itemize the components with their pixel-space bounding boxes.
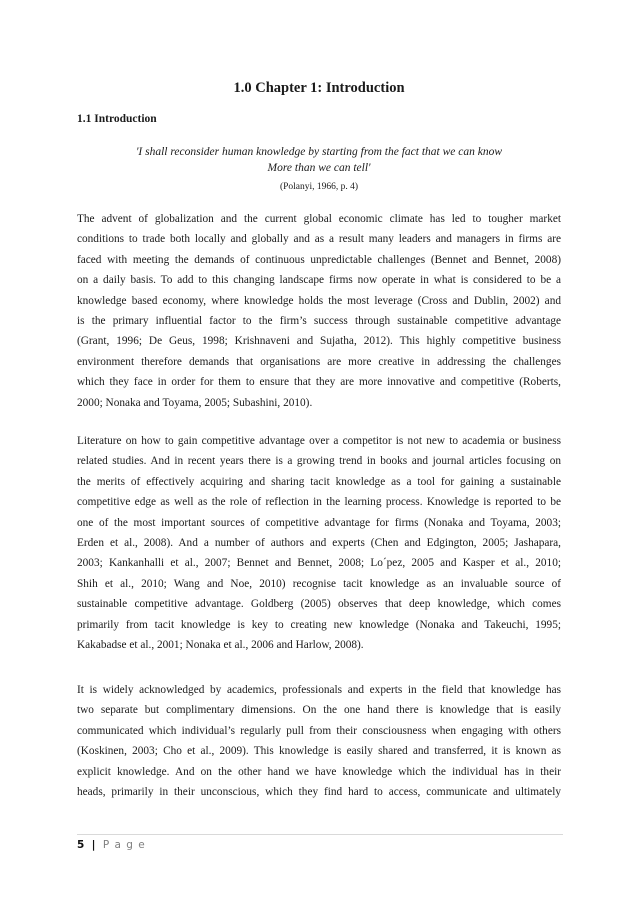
page-number: 5 [77, 839, 86, 851]
text-line: conditions to trade both locally and globally and as a result many leaders and managers in firms are [77, 233, 561, 246]
epigraph [60, 144, 578, 176]
paragraph-1 [77, 209, 561, 413]
epigraph-line-2: More than we can tell' [267, 162, 371, 174]
text-line: 2000; Nonaka and Toyama, 2005; Subashini, 2010). [77, 396, 313, 409]
text-line: is the primary influential factor to the firm’s success through sustainable competitive advantage [77, 315, 561, 328]
footer-divider [77, 834, 563, 835]
text-line: competitive edge as well as the role of reflection in the learning process. Knowledge is reported to be [77, 496, 561, 509]
text-line: sustainable competitive advantage. Goldberg (2005) observes that deep knowledge, which comes [77, 598, 561, 611]
page-label: P a g e [102, 839, 146, 851]
text-line: Literature on how to gain competitive advantage over a competitor is not new to academia or business [77, 435, 561, 447]
paragraph-2 [77, 431, 561, 655]
text-line: (Koskinen, 2003; Cho et al., 2009). This knowledge is easily shared and transferred, it is known as [77, 745, 561, 758]
text-line: It is widely acknowledged by academics, professionals and experts in the field that knowledge has [77, 684, 561, 696]
text-line: Shih et al., 2010; Wang and Noe, 2010) recognise tacit knowledge as an invaluable source of [77, 577, 561, 590]
text-line: Kakabadse et al., 2001; Nonaka et al., 2006 and Harlow, 2008). [77, 639, 364, 652]
text-line: faced with meeting the demands of continuous unpredictable challenges (Bennet and Bennet, 2008) [77, 253, 561, 266]
section-heading: 1.1 Introduction [77, 113, 157, 125]
text-line: the merits of effectively acquiring and sharing tacit knowledge as a tool for gaining a sustainable [77, 475, 561, 488]
text-line: two separate but complimentary dimensions. On the one hand there is knowledge that is easily [77, 704, 561, 717]
epigraph-citation: (Polanyi, 1966, p. 4) [279, 182, 359, 192]
paragraph-3 [77, 680, 561, 802]
text-line: (Grant, 1996; De Geus, 1998; Krishnaveni and Sujatha, 2012). This highly competitive business [77, 335, 561, 348]
text-line: heads, primarily in their unconscious, which they find hard to access, communicate and ultimately [77, 786, 561, 799]
text-line: explicit knowledge. And on the other hand we have knowledge which the individual has in their [77, 765, 561, 778]
page-footer [77, 839, 146, 851]
chapter-title: 1.0 Chapter 1: Introduction [233, 80, 405, 96]
text-line: 2003; Kankanhalli et al., 2007; Bennet and Bennet, 2008; Lo´pez, 2005 and Kasper et al., 2010; [77, 557, 561, 570]
text-line: primarily from tacit knowledge is key to creating new knowledge (Nonaka and Takeuchi, 1995; [77, 618, 561, 631]
text-line: The advent of globalization and the current global economic climate has led to tougher market [77, 213, 561, 225]
text-line: one of the most important sources of competitive advantage for firms (Nonaka and Toyama, 2003; [77, 516, 561, 529]
epigraph-line-1: 'I shall reconsider human knowledge by starting from the fact that we can know [135, 146, 503, 158]
text-line: which they face in order for them to ensure that they are more innovative and competitive (Roberts, [77, 376, 561, 389]
text-line: communicated which individual’s regularly pull from their consciousness when engaging with others [77, 724, 561, 737]
text-line: on a daily basis. To add to this changing landscape firms now operate in what is considered to be a [77, 274, 561, 287]
footer-separator: | [91, 839, 97, 851]
text-line: Erden et al., 2008). And a number of authors and experts (Chen and Edgington, 2005; Jashapara, [77, 537, 561, 550]
text-line: environment therefore demands that organisations are more creative in addressing the challenges [77, 355, 561, 368]
text-line: knowledge based economy, where knowledge holds the most leverage (Cross and Dublin, 2002) and [77, 294, 561, 307]
text-line: related studies. And in recent years there is a growing trend in books and journal articles focusing on [77, 455, 561, 468]
